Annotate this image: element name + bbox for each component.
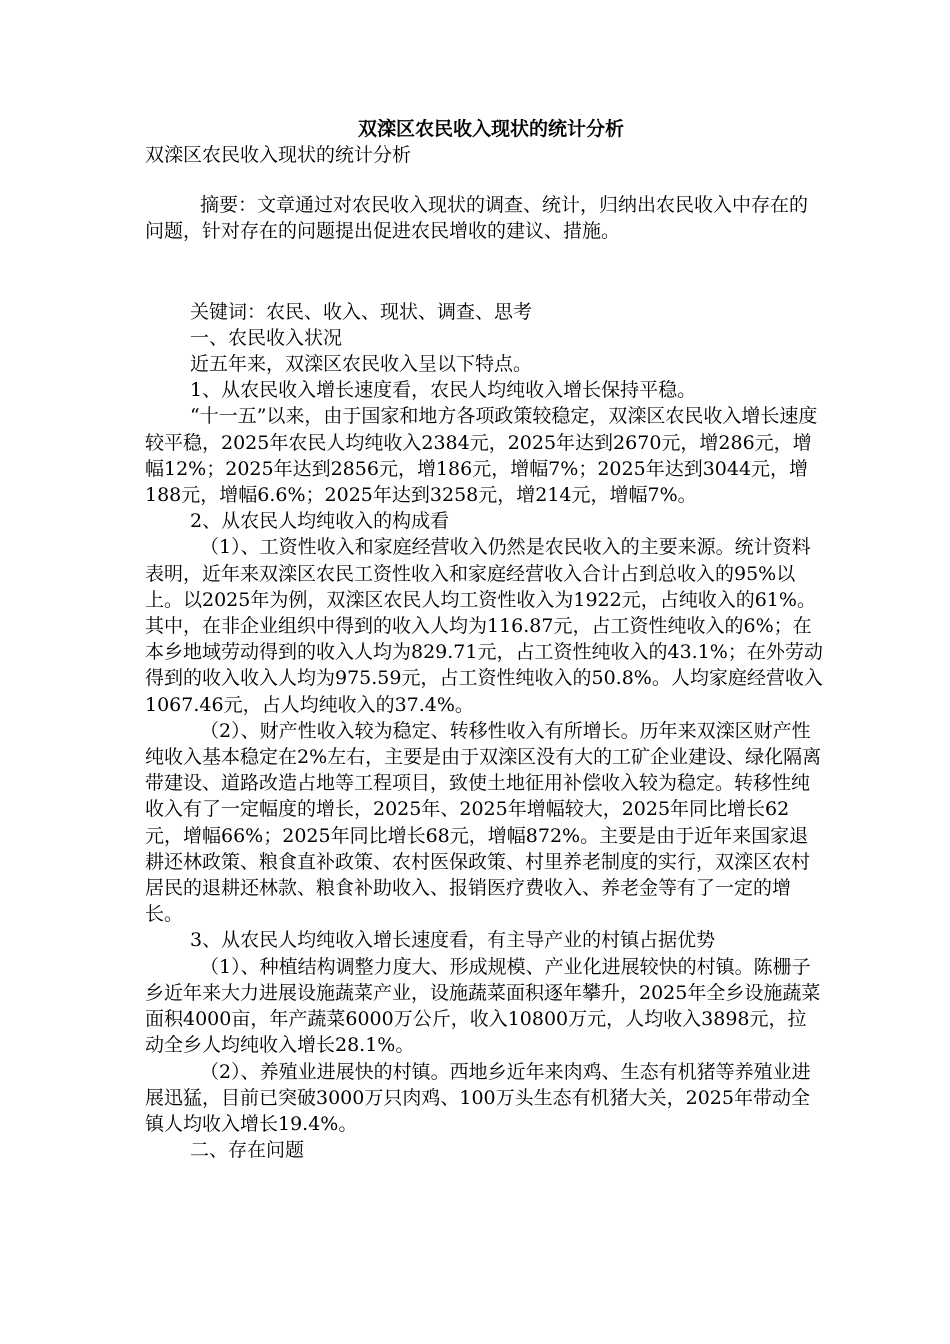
point3-sub2-paragraph: （2）、养殖业进展快的村镇。西地乡近年来肉鸡、生态有机猪等养殖业进展迅猛，目前已突破3000万只肉鸡、100万头生态有机猪大关，2025年带动全镇人均收入增长19.4%。 xyxy=(145,1060,811,1135)
point2-sub1-paragraph: （1）、工资性收入和家庭经营收入仍然是农民收入的主要来源。统计资料表明，近年来双滦区农民工资性收入和家庭经营收入合计占到总收入的95%以上。以2025年为例，双滦区农民人均工资性收入为1922元，占纯收入的61%。其中，在非企业组织中得到的收入人均为116.87元，占工资性纯收入的6%；在本乡地域劳动得到的收入人均为829.71元，占工资性纯收入的43.1%；在外劳动得到的收入收入人均为975.59元，占工资性纯收入的50.8%。人均家庭经营收入1067.46元，占人均纯收入的37.4%。 xyxy=(145,536,823,716)
point3-sub1-paragraph: （1）、种植结构调整力度大、形成规模、产业化进展较快的村镇。陈栅子乡近年来大力进展设施蔬菜产业，设施蔬菜面积逐年攀升，2025年全乡设施蔬菜面积4000亩，年产蔬菜6000万公斤，收入10800万元，人均收入3898元，拉动全乡人均纯收入增长28.1%。 xyxy=(145,955,821,1057)
intro-paragraph: 近五年来，双滦区农民收入呈以下特点。 xyxy=(190,353,533,376)
document-page xyxy=(145,116,825,1163)
section1-heading: 一、农民收入状况 xyxy=(190,326,343,349)
document-title: 双滦区农民收入现状的统计分析 xyxy=(357,118,624,140)
point2-heading: 2、从农民人均纯收入的构成看 xyxy=(190,510,450,533)
point1-heading: 1、从农民收入增长速度看，农民人均纯收入增长保持平稳。 xyxy=(190,379,697,402)
section2-heading: 二、存在问题 xyxy=(190,1139,305,1162)
keywords-line: 关键词：农民、收入、现状、调查、思考 xyxy=(190,300,533,323)
point3-heading: 3、从农民人均纯收入增长速度看，有主导产业的村镇占据优势 xyxy=(190,929,716,952)
point1-body: “十一五”以来，由于国家和地方各项政策较稳定，双滦区农民收入增长速度较平稳，2025年农民人均纯收入2384元，2025年达到2670元，增286元，增幅12%；2025年达到2856元，增186元，增幅7%；2025年达到3044元，增188元，增幅6.6%；2025年达到3258元，增214元，增幅7%。 xyxy=(145,405,818,507)
document-subtitle: 双滦区农民收入现状的统计分析 xyxy=(145,144,412,166)
abstract-paragraph: 摘要：文章通过对农民收入现状的调查、统计，归纳出农民收入中存在的问题，针对存在的问题提出促进农民增收的建议、措施。 xyxy=(145,194,809,243)
point2-sub2-paragraph: （2）、财产性收入较为稳定、转移性收入有所增长。历年来双滦区财产性纯收入基本稳定在2%左右，主要是由于双滦区没有大的工矿企业建设、绿化隔离带建设、道路改造占地等工程项目，致使土地征用补偿收入较为稳定。转移性纯收入有了一定幅度的增长，2025年、2025年增幅较大，2025年同比增长62元，增幅66%；2025年同比增长68元，增幅872%。主要是由于近年来国家退耕还林政策、粮食直补政策、农村医保政策、村里养老制度的实行，双滦区农村居民的退耕还林款、粮食补助收入、报销医疗费收入、养老金等有了一定的增长。 xyxy=(145,719,822,926)
